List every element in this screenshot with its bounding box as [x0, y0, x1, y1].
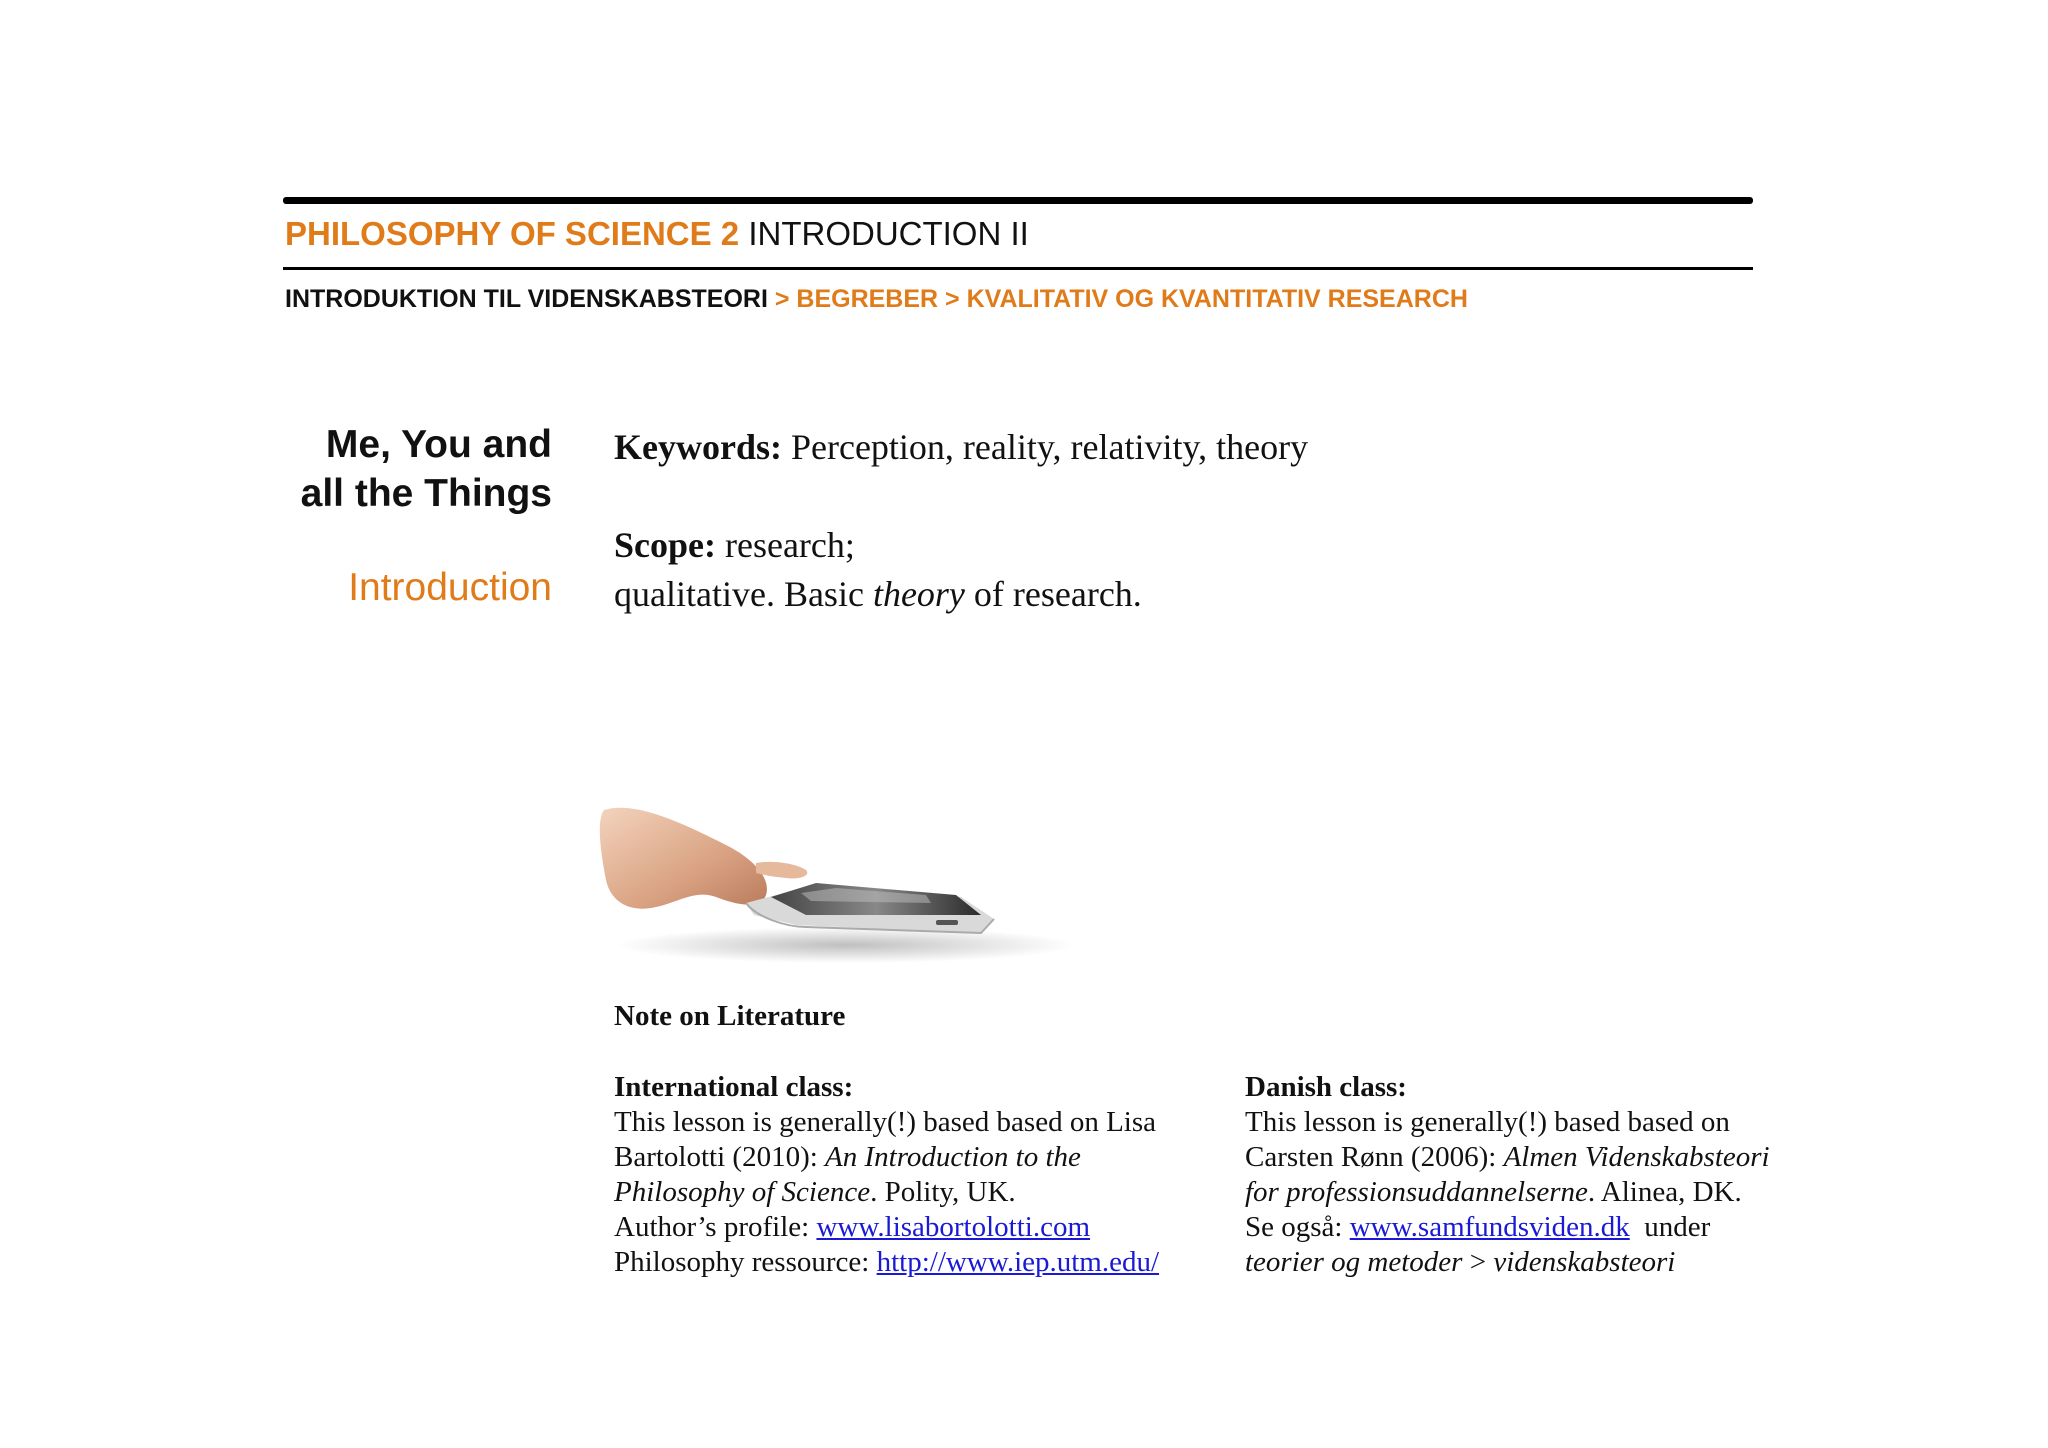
danish-class-heading: Danish class:	[1245, 1071, 1407, 1103]
dk-line5	[1245, 1245, 1770, 1280]
dk-line1: This lesson is generally(!) based based on	[1245, 1106, 1730, 1138]
scope-text2-pre: qualitative. Basic	[614, 574, 873, 614]
dk-topic-separator: >	[1462, 1246, 1494, 1278]
intl-line2	[614, 1140, 1159, 1175]
keywords-line	[614, 423, 1814, 472]
page-title	[285, 215, 1029, 253]
international-class-heading: International class:	[614, 1071, 854, 1103]
hand-tablet-image	[596, 785, 1086, 970]
author-profile-link[interactable]: www.lisabortolotti.com	[816, 1211, 1091, 1243]
lesson-title: INTRODUCTION II	[748, 215, 1029, 252]
dk-line4-post: under	[1629, 1211, 1711, 1243]
breadcrumb-path: > BEGREBER > KVALITATIV OG KVANTITATIV RESEARCH	[774, 285, 1468, 313]
samfundsviden-link[interactable]: www.samfundsviden.dk	[1349, 1211, 1630, 1243]
header-rule-thin	[283, 267, 1753, 270]
dk-line3	[1245, 1175, 1770, 1210]
section-title-line1: Me, You and	[325, 423, 552, 466]
scope-text2-post: of research.	[964, 574, 1142, 614]
international-class-column	[614, 1070, 1159, 1280]
danish-class-column	[1245, 1070, 1770, 1280]
intl-line2-text: Bartolotti (2010):	[614, 1141, 826, 1173]
dk-line2	[1245, 1140, 1770, 1175]
main-content	[614, 423, 1814, 619]
scope-line2	[614, 570, 1814, 619]
philosophy-resource-label: Philosophy ressource:	[614, 1246, 877, 1278]
header-rule-thick	[283, 197, 1753, 204]
scope-block	[614, 521, 1814, 619]
intl-line3	[614, 1175, 1159, 1210]
dk-publisher: . Alinea, DK.	[1587, 1176, 1742, 1208]
intl-publisher: . Polity, UK.	[870, 1176, 1016, 1208]
course-title: PHILOSOPHY OF SCIENCE 2	[285, 215, 740, 252]
dk-topic-path-part1: teorier og metoder	[1245, 1246, 1463, 1278]
dk-book-title-part2: for professionsuddannelserne	[1245, 1176, 1588, 1208]
dk-topic-path-part2: videnskabsteori	[1493, 1246, 1676, 1278]
dk-book-title-part1: Almen Videnskabsteori	[1503, 1141, 1770, 1173]
see-also-label: Se også:	[1245, 1211, 1350, 1243]
philosophy-resource-link[interactable]: http://www.iep.utm.edu/	[876, 1246, 1160, 1278]
dk-line2-text: Carsten Rønn (2006):	[1245, 1141, 1504, 1173]
intl-line4	[614, 1210, 1159, 1245]
breadcrumb-root: INTRODUKTION TIL VIDENSKABSTEORI	[285, 285, 768, 313]
keywords-text: Perception, reality, relativity, theory	[781, 427, 1309, 467]
literature-heading: Note on Literature	[614, 1000, 846, 1032]
intl-line1: This lesson is generally(!) based based on Lisa	[614, 1106, 1156, 1138]
section-subtitle: Introduction	[348, 566, 552, 609]
section-title	[301, 420, 552, 518]
section-title-line2: all the Things	[300, 472, 552, 515]
breadcrumb	[285, 285, 1468, 314]
scope-label: Scope:	[614, 525, 716, 565]
keywords-label: Keywords:	[614, 427, 782, 467]
author-profile-label: Author’s profile:	[614, 1211, 817, 1243]
dk-line4	[1245, 1210, 1770, 1245]
scope-text1: research;	[716, 525, 855, 565]
scope-text2-italic: theory	[872, 574, 965, 614]
intl-book-title-part2: Philosophy of Science	[614, 1176, 871, 1208]
scope-line1	[614, 521, 1814, 570]
intl-line5	[614, 1245, 1159, 1280]
intl-book-title-part1: An Introduction to the	[825, 1141, 1081, 1173]
